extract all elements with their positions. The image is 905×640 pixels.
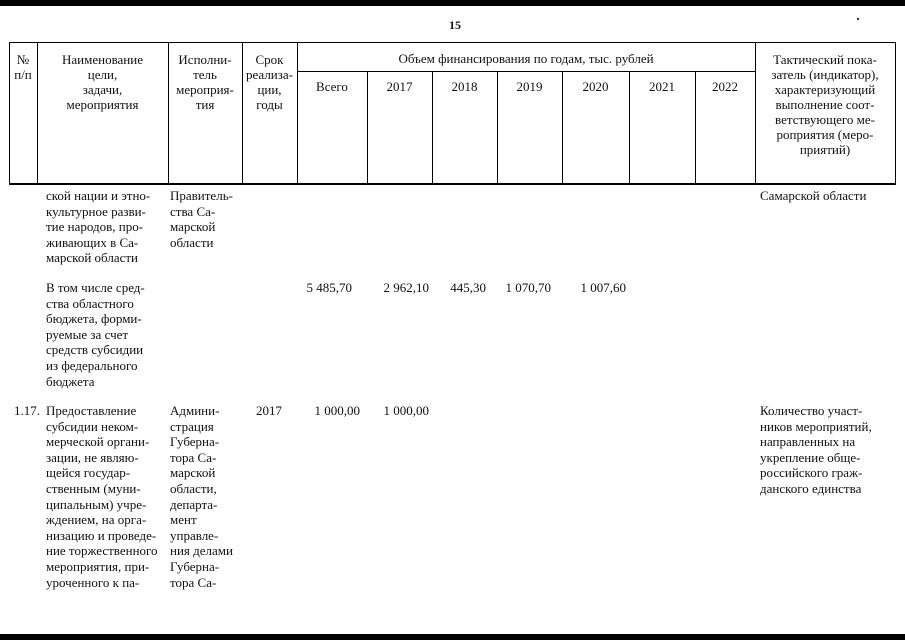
col-header-num: № п/п <box>14 52 32 82</box>
col-header-2022: 2022 <box>712 79 738 94</box>
cell-total: 5 485,70 <box>306 280 352 295</box>
row-indicator: Самарской области <box>760 188 867 203</box>
cell-2018: 445,30 <box>450 280 486 295</box>
col-header-2017: 2017 <box>386 79 413 94</box>
table-header <box>9 42 896 185</box>
col-header-2018: 2018 <box>451 79 478 94</box>
col-header-term: Срок реализа- ции, годы <box>246 52 293 112</box>
col-header-2019: 2019 <box>516 79 543 94</box>
row-number: 1.17. <box>14 403 40 418</box>
cell-2017: 1 000,00 <box>383 403 429 418</box>
row-name: В том числе сред- ства областного бюджета, форми- руемые за счет средств субсидии из федерального бюджета <box>46 280 145 389</box>
col-header-name: Наименование цели, задачи, мероприятия <box>62 52 143 112</box>
row-indicator: Количество участ- ников мероприятий, направленных на укрепление обще- российского граж- данского единства <box>760 403 872 496</box>
col-header-2021: 2021 <box>649 79 675 94</box>
header-border <box>895 43 896 183</box>
row-executor: Админи- страция Губерна- тора Са- марской области, департа- мент управле- ния делами Губерна- тора Са- <box>170 403 233 590</box>
cell-2020: 1 007,60 <box>580 280 626 295</box>
cell-2019: 1 070,70 <box>505 280 551 295</box>
top-border <box>0 0 905 6</box>
col-header-executor: Исполни- тель мероприя- тия <box>176 52 234 112</box>
page-number: 15 <box>449 18 461 32</box>
col-header-2020: 2020 <box>582 79 609 94</box>
cell-2017: 2 962,10 <box>383 280 429 295</box>
cell-total: 1 000,00 <box>314 403 360 418</box>
bottom-border <box>0 634 905 640</box>
col-header-financing: Объем финансирования по годам, тыс. рублей <box>398 51 654 66</box>
row-term: 2017 <box>256 403 282 418</box>
col-header-total: Всего <box>316 79 348 94</box>
row-executor: Правитель- ства Са- марской области <box>170 188 233 250</box>
row-name: ской нации и этно- культурное разви- тие народов, про- живающих в Са- марской области <box>46 188 151 266</box>
header-border <box>297 71 755 72</box>
col-header-indicator: Тактический пока- затель (индикатор), характеризующий выполнение соот- ветствующего ме- роприятия (меро- приятий) <box>771 52 879 157</box>
row-name: Предоставление субсидии неком- мерческой органи- зации, не являю- щейся государ- ственным (муни- ципальным) учре- ждением, на орга- низацию и проведе- ние торжественного мероприятия, при- уроченного к па- <box>46 403 158 590</box>
scan-dot <box>857 18 859 20</box>
